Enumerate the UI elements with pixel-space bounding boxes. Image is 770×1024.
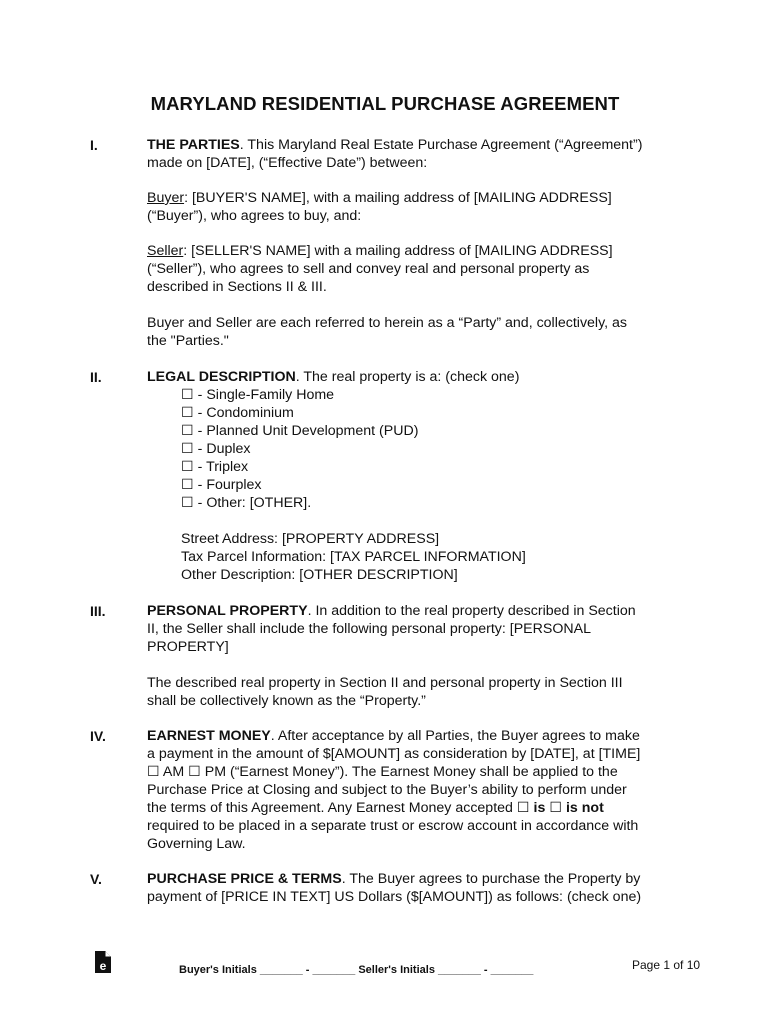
parties-paragraph: THE PARTIES. This Maryland Real Estate Purchase Agreement (“Agreement”) made on [DATE], (“Effective Date”) between: bbox=[147, 137, 643, 171]
buyer-paragraph: Buyer: [BUYER'S NAME], with a mailing address of [MAILING ADDRESS] (“Buyer”), who agrees to buy, and: bbox=[147, 190, 612, 224]
section-number: III. bbox=[90, 603, 106, 619]
street-address: Street Address: [PROPERTY ADDRESS] bbox=[181, 531, 440, 547]
section-number: V. bbox=[90, 871, 102, 887]
seller-paragraph: Seller: [SELLER'S NAME] with a mailing address of [MAILING ADDRESS] (“Seller”), who agrees to sell and convey real and personal property as described in Sections II & III. bbox=[147, 243, 613, 295]
property-definition-paragraph: The described real property in Section II and personal property in Section III shall be collectively known as the “Property.” bbox=[147, 675, 623, 709]
property-type-options bbox=[181, 386, 418, 512]
initials-line: Buyer's Initials _______ - _______ Seller's Initials _______ - _______ bbox=[179, 964, 534, 976]
property-option[interactable]: ☐ - Single-Family Home bbox=[181, 387, 335, 403]
buyer-label: Buyer bbox=[147, 190, 185, 206]
earnest-money-paragraph: EARNEST MONEY. After acceptance by all Parties, the Buyer agrees to make a payment in the amount of $[AMOUNT] as consideration by [DATE], at [TIME] ☐ AM ☐ PM (“Earnest Money”). The Earnest Money shall be applied to the Purchase Price at Closing and subject to the Buyer’s ability to perform under the terms of this Agreement. Any Earnest Money accepted ☐ is ☐ is not required to be placed in a separate trust or escrow account in accordance with Governing Law. bbox=[147, 728, 641, 852]
document-title: MARYLAND RESIDENTIAL PURCHASE AGREEMENT bbox=[150, 93, 620, 114]
section-heading: LEGAL DESCRIPTION bbox=[147, 369, 296, 385]
personal-property-paragraph: PERSONAL PROPERTY. In addition to the real property described in Section II, the Seller shall include the following personal property: [PERSONAL PROPERTY] bbox=[147, 603, 636, 655]
parties-definition-paragraph: Buyer and Seller are each referred to herein as a “Party” and, collectively, as the "Parties." bbox=[147, 315, 627, 349]
property-option[interactable]: ☐ - Duplex bbox=[181, 441, 251, 457]
svg-text:e: e bbox=[99, 959, 107, 973]
section-heading: PURCHASE PRICE & TERMS bbox=[147, 871, 342, 887]
section-number: II. bbox=[90, 369, 102, 385]
tax-parcel: Tax Parcel Information: [TAX PARCEL INFORMATION] bbox=[181, 549, 526, 565]
property-details bbox=[181, 530, 526, 584]
seller-label: Seller bbox=[147, 243, 184, 259]
page-number: Page 1 of 10 bbox=[632, 958, 701, 972]
section-number: IV. bbox=[90, 728, 106, 744]
document-logo-icon bbox=[94, 950, 112, 974]
section-heading: THE PARTIES bbox=[147, 137, 240, 153]
legal-description-paragraph: LEGAL DESCRIPTION. The real property is a: (check one) bbox=[147, 369, 520, 385]
property-option[interactable]: ☐ - Condominium bbox=[181, 405, 294, 421]
purchase-price-paragraph: PURCHASE PRICE & TERMS. The Buyer agrees to purchase the Property by payment of [PRICE IN TEXT] US Dollars ($[AMOUNT]) as follows: (check one) bbox=[147, 871, 642, 905]
property-option[interactable]: ☐ - Fourplex bbox=[181, 477, 262, 493]
other-description: Other Description: [OTHER DESCRIPTION] bbox=[181, 567, 458, 583]
property-option[interactable]: ☐ - Other: [OTHER]. bbox=[181, 495, 312, 511]
section-heading: PERSONAL PROPERTY bbox=[147, 603, 308, 619]
section-number: I. bbox=[90, 137, 98, 153]
property-option[interactable]: ☐ - Triplex bbox=[181, 459, 249, 475]
section-heading: EARNEST MONEY bbox=[147, 728, 271, 744]
property-option[interactable]: ☐ - Planned Unit Development (PUD) bbox=[181, 423, 419, 439]
